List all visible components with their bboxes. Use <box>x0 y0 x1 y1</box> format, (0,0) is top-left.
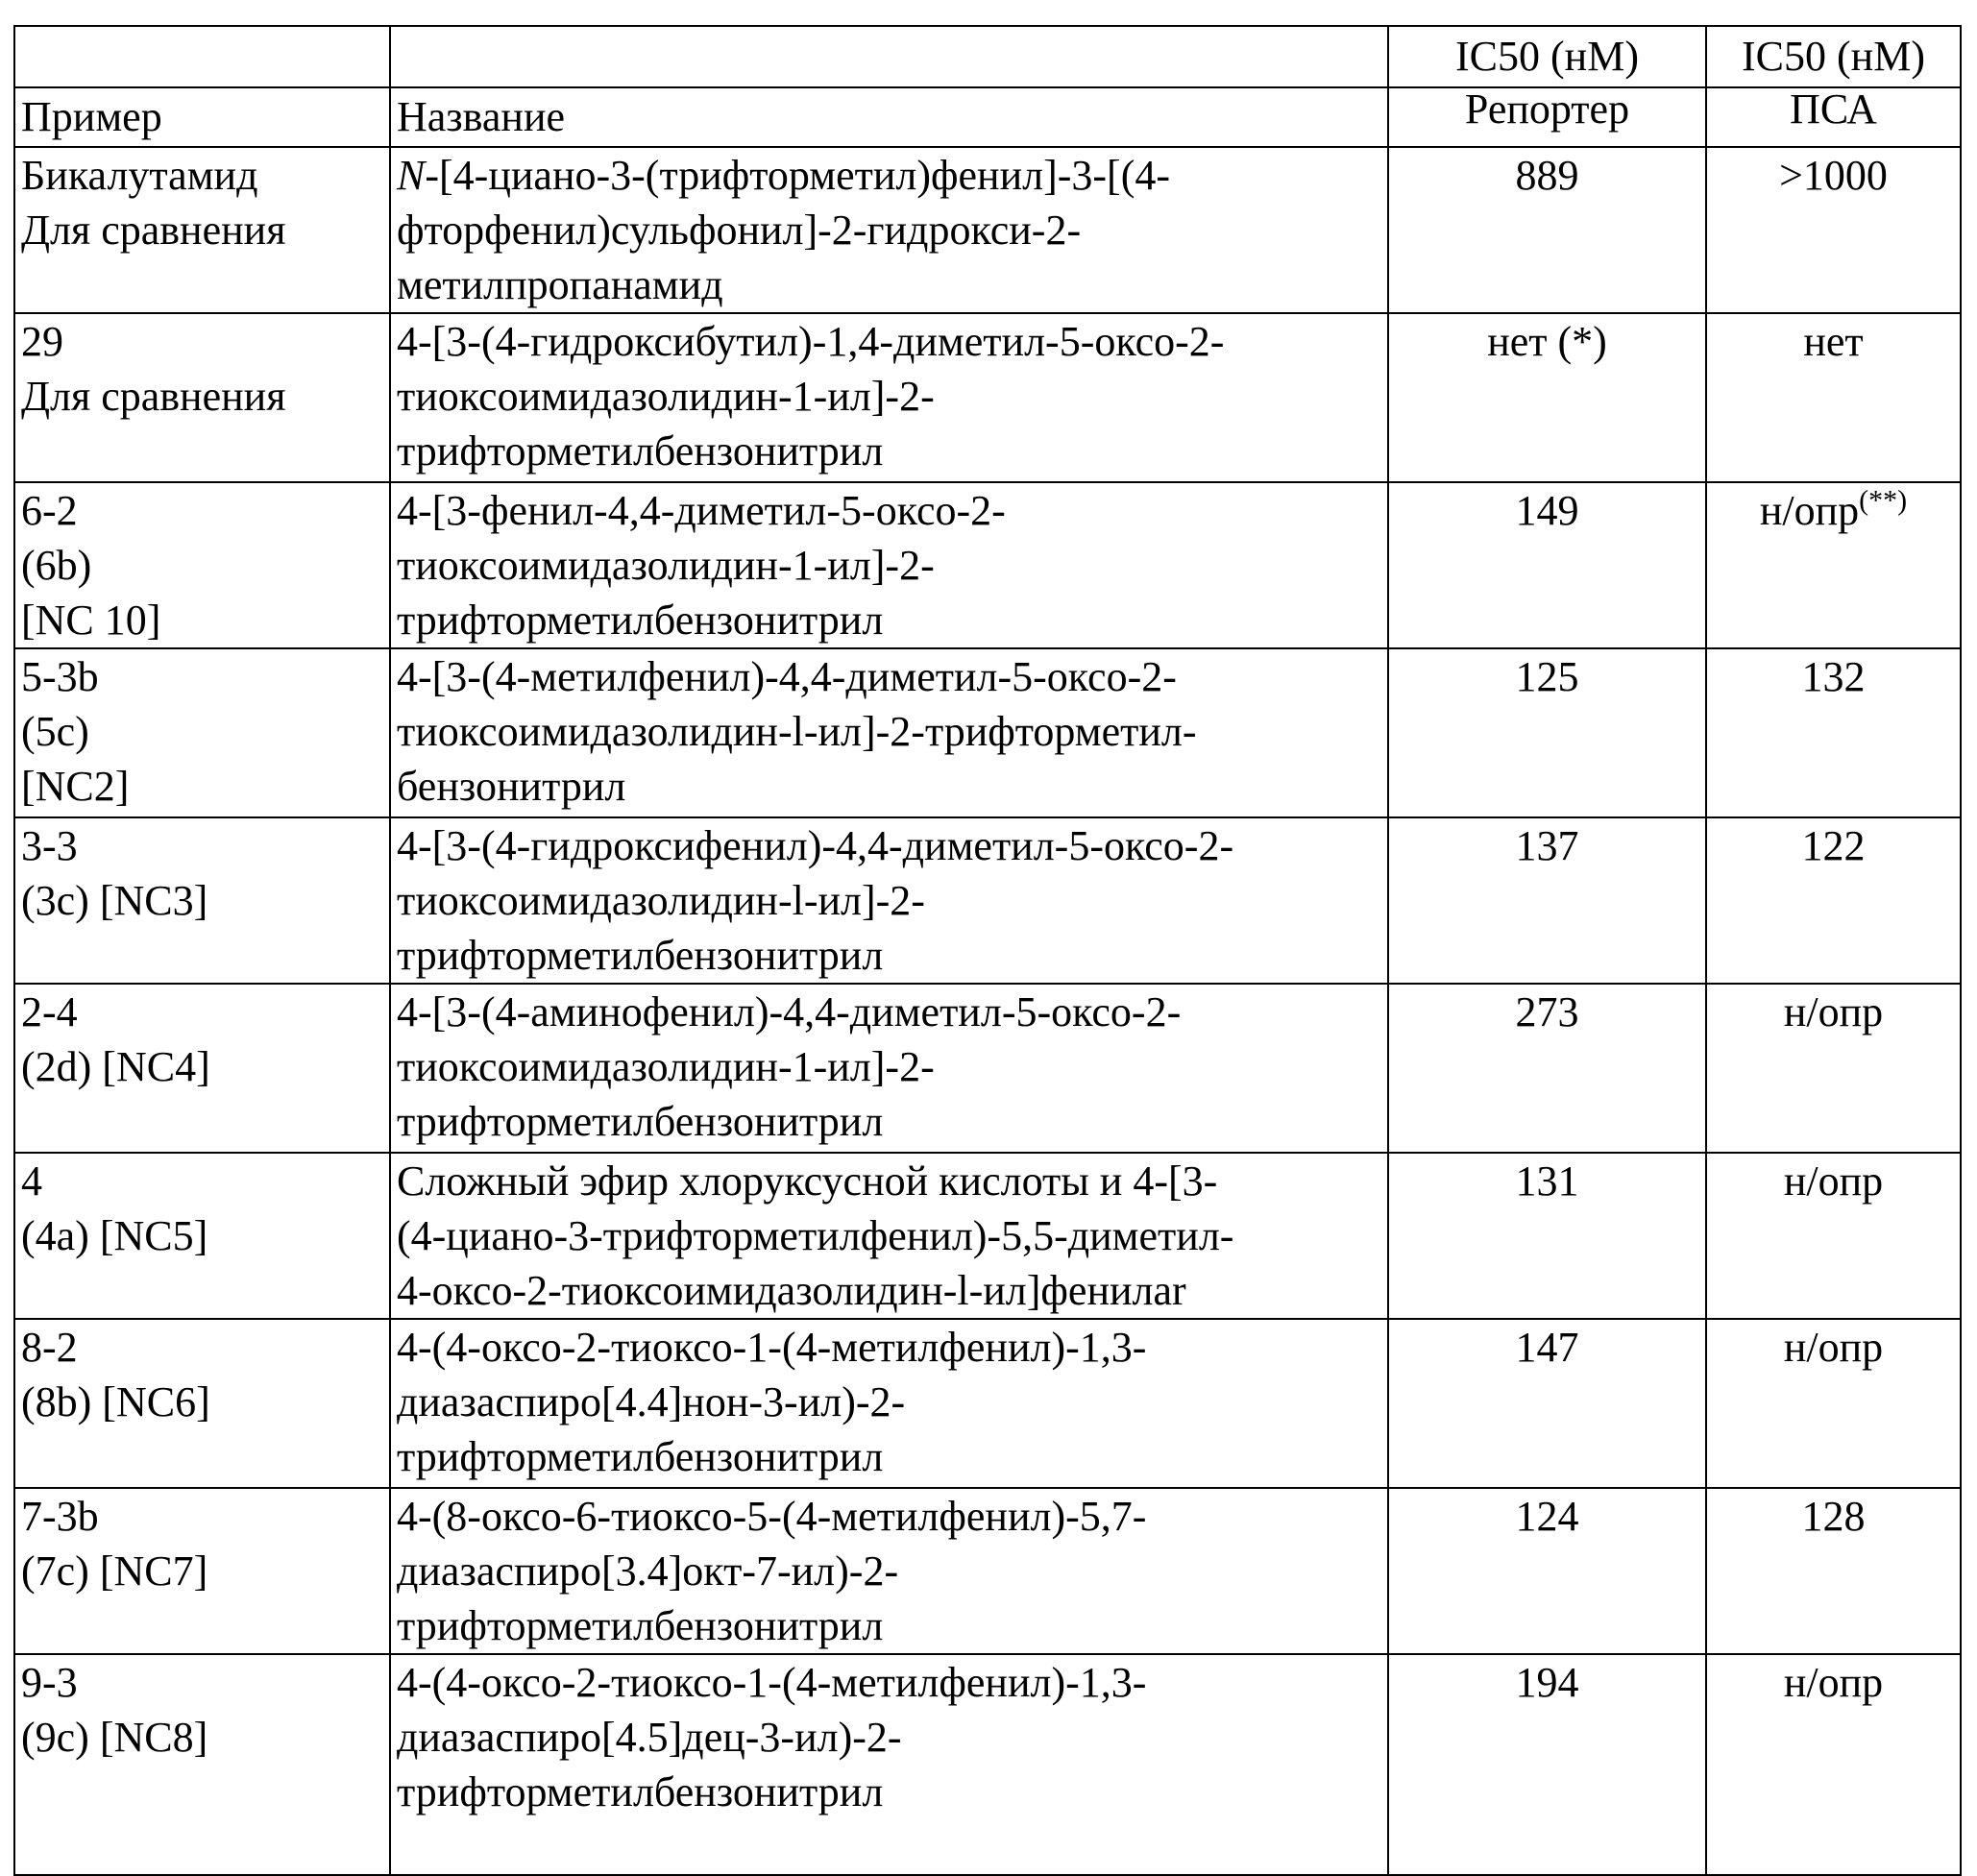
header-name: Название <box>390 87 1388 147</box>
header-ic50-reporter: IC50 (нМ) <box>1388 26 1706 87</box>
example-line: Бикалутамид <box>21 152 258 199</box>
example-line: 7-3b <box>21 1493 99 1540</box>
cell-example <box>14 1654 390 1875</box>
table-row <box>14 1488 1961 1654</box>
reporter-value: 131 <box>1515 1157 1579 1205</box>
reporter-value: нет (*) <box>1487 318 1607 365</box>
example-line: 5-3b <box>21 653 99 700</box>
cell-example <box>14 1488 390 1654</box>
table-body <box>14 26 1961 1875</box>
header-empty-2 <box>390 26 1388 87</box>
cell-name <box>390 1153 1388 1319</box>
example-line: 6-2 <box>21 487 78 534</box>
name-line: 4-[3-(4-гидроксибутил)-1,4-диметил-5-оксо-2- <box>397 318 1225 365</box>
name-line: 4-(4-оксо-2-тиоксо-1-(4-метилфенил)-1,3- <box>397 1659 1147 1706</box>
name-line: 4-[3-фенил-4,4-диметил-5-оксо-2- <box>397 487 1006 534</box>
name-line: диазаспиро[4.4]нон-3-ил)-2- <box>397 1378 906 1425</box>
cell-example <box>14 1153 390 1319</box>
name-line: диазаспиро[3.4]окт-7-ил)-2- <box>397 1547 899 1595</box>
cell-name <box>390 984 1388 1153</box>
psa-value: >1000 <box>1779 152 1888 199</box>
cell-reporter <box>1388 817 1706 984</box>
cell-reporter <box>1388 147 1706 313</box>
example-line: [NC 10] <box>21 597 161 644</box>
psa-footnote: (**) <box>1859 484 1908 517</box>
table-row <box>14 147 1961 313</box>
header-row-bottom <box>14 87 1961 147</box>
name-line: тиоксоимидазолидин-l-ил]-2- <box>397 877 925 924</box>
example-line: Для сравнения <box>21 373 286 420</box>
table-row <box>14 482 1961 648</box>
cell-psa <box>1706 1488 1961 1654</box>
cell-reporter <box>1388 1153 1706 1319</box>
header-empty-1 <box>14 26 390 87</box>
name-line: трифторметилбензонитрил <box>397 1768 884 1815</box>
cell-name <box>390 648 1388 817</box>
table-row <box>14 648 1961 817</box>
example-line: 9-3 <box>21 1659 78 1706</box>
name-line: диазаспиро[4.5]дец-3-ил)-2- <box>397 1714 902 1761</box>
cell-reporter <box>1388 1319 1706 1488</box>
example-line: (9c) [NC8] <box>21 1714 208 1761</box>
name-line: метилпропанамид <box>397 261 723 308</box>
reporter-value: 273 <box>1515 988 1579 1035</box>
table-row <box>14 1153 1961 1319</box>
name-line: 4-(8-оксо-6-тиоксо-5-(4-метилфенил)-5,7- <box>397 1493 1147 1540</box>
name-line: Сложный эфир хлоруксусной кислоты и 4-[3- <box>397 1157 1218 1205</box>
psa-value: 132 <box>1801 653 1866 700</box>
header-reporter: Репортер <box>1388 87 1706 147</box>
psa-value: н/опр <box>1759 487 1860 534</box>
example-line: (8b) [NC6] <box>21 1378 210 1425</box>
cell-example <box>14 482 390 648</box>
name-line: трифторметилбензонитрил <box>397 597 884 644</box>
header-ic50-psa: IC50 (нМ) <box>1706 26 1961 87</box>
cell-name <box>390 1319 1388 1488</box>
psa-value: н/опр <box>1783 1157 1884 1205</box>
reporter-value: 137 <box>1515 822 1579 869</box>
psa-value: н/опр <box>1783 1659 1884 1706</box>
cell-reporter <box>1388 313 1706 482</box>
example-line: Для сравнения <box>21 207 286 254</box>
cell-psa <box>1706 313 1961 482</box>
name-line: трифторметилбензонитрил <box>397 1433 884 1480</box>
name-line: тиоксоимидазолидин-1-ил]-2- <box>397 542 935 589</box>
example-line: (2d) [NC4] <box>21 1043 210 1090</box>
cell-psa <box>1706 1153 1961 1319</box>
name-line: трифторметилбензонитрил <box>397 1602 884 1649</box>
table-row <box>14 1319 1961 1488</box>
name-line <box>397 148 1381 203</box>
example-line: 29 <box>21 318 63 365</box>
cell-example <box>14 817 390 984</box>
cell-psa <box>1706 984 1961 1153</box>
cell-example <box>14 648 390 817</box>
cell-name <box>390 1488 1388 1654</box>
cell-psa <box>1706 1319 1961 1488</box>
cell-psa <box>1706 817 1961 984</box>
cell-example <box>14 313 390 482</box>
example-line: 2-4 <box>21 988 78 1035</box>
example-line: (7c) [NC7] <box>21 1547 208 1595</box>
name-line: (4-циано-3-трифторметилфенил)-5,5-диметил- <box>397 1212 1234 1259</box>
results-table <box>13 25 1962 1876</box>
cell-reporter <box>1388 1654 1706 1875</box>
example-line: (5c) <box>21 708 89 755</box>
table-row <box>14 817 1961 984</box>
example-line: (6b) <box>21 542 92 589</box>
name-prefix: N <box>397 152 426 199</box>
reporter-value: 124 <box>1515 1493 1579 1540</box>
name-text: -[4-циано-3-(трифторметил)фенил]-3-[(4- <box>425 152 1171 199</box>
name-line: фторфенил)сульфонил]-2-гидрокси-2- <box>397 207 1082 254</box>
example-line: [NC2] <box>21 763 130 810</box>
cell-example <box>14 147 390 313</box>
name-line: трифторметилбензонитрил <box>397 1098 884 1145</box>
example-line: 4 <box>21 1157 42 1205</box>
psa-value: нет <box>1803 318 1864 365</box>
example-line: (4a) [NC5] <box>21 1212 208 1259</box>
cell-name <box>390 1654 1388 1875</box>
cell-name <box>390 817 1388 984</box>
reporter-value: 147 <box>1515 1324 1579 1371</box>
header-row-top <box>14 26 1961 87</box>
cell-reporter <box>1388 482 1706 648</box>
name-line: 4-[3-(4-метилфенил)-4,4-диметил-5-оксо-2- <box>397 653 1177 700</box>
psa-value: н/опр <box>1783 988 1884 1035</box>
cell-psa <box>1706 1654 1961 1875</box>
header-psa: ПСА <box>1706 87 1961 147</box>
name-line: 4-[3-(4-аминофенил)-4,4-диметил-5-оксо-2- <box>397 988 1182 1035</box>
cell-name <box>390 147 1388 313</box>
cell-name <box>390 482 1388 648</box>
cell-example <box>14 984 390 1153</box>
psa-value: 128 <box>1801 1493 1866 1540</box>
cell-name <box>390 313 1388 482</box>
name-line: трифторметилбензонитрил <box>397 932 884 979</box>
cell-reporter <box>1388 648 1706 817</box>
psa-value: 122 <box>1801 822 1866 869</box>
header-example: Пример <box>14 87 390 147</box>
cell-example <box>14 1319 390 1488</box>
cell-reporter <box>1388 1488 1706 1654</box>
name-line: тиоксоимидазолидин-1-ил]-2- <box>397 1043 935 1090</box>
name-line: 4-(4-оксо-2-тиоксо-1-(4-метилфенил)-1,3- <box>397 1324 1147 1371</box>
table-row <box>14 984 1961 1153</box>
example-line: (3c) [NC3] <box>21 877 208 924</box>
name-line: бензонитрил <box>397 763 626 810</box>
cell-psa <box>1706 147 1961 313</box>
example-line: 3-3 <box>21 822 78 869</box>
table-row <box>14 313 1961 482</box>
reporter-value: 125 <box>1515 653 1579 700</box>
cell-psa <box>1706 648 1961 817</box>
name-line: 4-оксо-2-тиоксоимидазолидин-l-ил]фенилаr <box>397 1267 1186 1314</box>
cell-psa <box>1706 482 1961 648</box>
reporter-value: 889 <box>1515 152 1579 199</box>
cell-reporter <box>1388 984 1706 1153</box>
name-line: тиоксоимидазолидин-1-ил]-2- <box>397 373 935 420</box>
name-line: 4-[3-(4-гидроксифенил)-4,4-диметил-5-оксо-2- <box>397 822 1234 869</box>
name-line: трифторметилбензонитрил <box>397 427 884 475</box>
example-line: 8-2 <box>21 1324 78 1371</box>
reporter-value: 149 <box>1515 487 1579 534</box>
psa-value: н/опр <box>1783 1324 1884 1371</box>
table-row <box>14 1654 1961 1875</box>
reporter-value: 194 <box>1515 1659 1579 1706</box>
name-line: тиоксоимидазолидин-l-ил]-2-трифторметил- <box>397 708 1197 755</box>
